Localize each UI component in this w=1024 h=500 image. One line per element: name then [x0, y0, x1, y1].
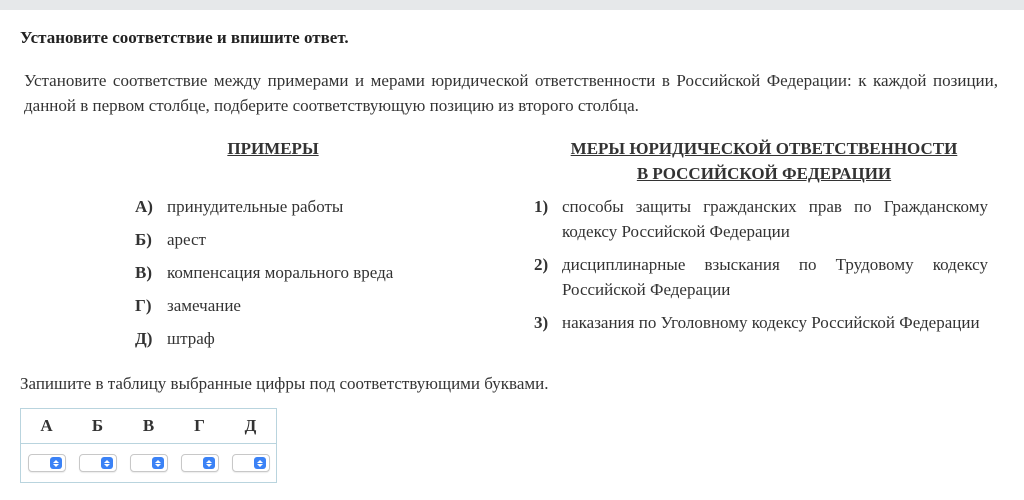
measures-header-line-2: В РОССИЙСКОЙ ФЕДЕРАЦИИ	[636, 164, 892, 183]
example-item-v	[135, 260, 515, 293]
top-bar	[0, 0, 1024, 10]
measures-column-header	[530, 136, 998, 186]
answer-select-g[interactable]	[181, 454, 219, 472]
measures-list	[534, 194, 988, 343]
example-text: арест	[167, 230, 206, 249]
answer-header-g: Г	[174, 409, 225, 444]
measure-text: способы защиты гражданских прав по Гражданскому кодексу Российской Федерации	[562, 197, 988, 241]
example-letter: Г)	[135, 296, 152, 315]
select-stepper-icon	[50, 457, 62, 469]
answer-cell	[225, 444, 277, 483]
example-letter: А)	[135, 197, 153, 216]
example-item-b	[135, 227, 515, 260]
select-stepper-icon	[254, 457, 266, 469]
measures-header-line-1: МЕРЫ ЮРИДИЧЕСКОЙ ОТВЕТСТВЕННОСТИ	[570, 139, 958, 158]
answer-header-v: В	[123, 409, 174, 444]
measure-item-2	[534, 252, 988, 302]
answer-select-b[interactable]	[79, 454, 117, 472]
select-stepper-icon	[101, 457, 113, 469]
answer-table-select-row	[21, 444, 277, 483]
answer-header-d: Д	[225, 409, 277, 444]
answer-cell	[72, 444, 123, 483]
task-title: Установите соответствие и впишите ответ.	[20, 28, 349, 47]
example-letter: Б)	[135, 230, 152, 249]
example-text: замечание	[167, 296, 241, 315]
example-text: компенсация морального вреда	[167, 263, 394, 282]
measure-number: 2)	[534, 255, 549, 274]
measure-number: 3)	[534, 313, 549, 332]
example-item-d	[135, 326, 515, 359]
question-text: Установите соответствие между примерами и мерами юридической ответственности в Российской Федерации: к каждой позиции, данной в первом столбце, подберите соответствующую позицию из второго столбца.	[24, 71, 998, 115]
answer-select-d[interactable]	[232, 454, 270, 472]
select-stepper-icon	[152, 457, 164, 469]
answer-select-v[interactable]	[130, 454, 168, 472]
example-letter: Д)	[135, 329, 153, 348]
answer-header-b: Б	[72, 409, 123, 444]
answer-cell	[21, 444, 73, 483]
answer-table-header-row	[21, 409, 277, 444]
examples-list	[135, 194, 515, 359]
answer-header-a: А	[21, 409, 73, 444]
measure-text: дисциплинарные взыскания по Трудовому кодексу Российской Федерации	[562, 255, 988, 299]
answer-table	[20, 408, 277, 483]
measure-number: 1)	[534, 197, 549, 216]
select-stepper-icon	[203, 457, 215, 469]
answer-select-a[interactable]	[28, 454, 66, 472]
measure-item-3	[534, 310, 988, 335]
example-text: штраф	[167, 329, 215, 348]
answer-cell	[174, 444, 225, 483]
example-letter: В)	[135, 263, 152, 282]
example-item-g	[135, 293, 515, 326]
instruction-text: Запишите в таблицу выбранные цифры под соответствующими буквами.	[20, 374, 549, 393]
measure-item-1	[534, 194, 988, 244]
examples-column-header: ПРИМЕРЫ	[227, 139, 319, 158]
example-item-a	[135, 194, 515, 227]
example-text: принудительные работы	[167, 197, 344, 216]
answer-cell	[123, 444, 174, 483]
measure-text: наказания по Уголовному кодексу Российской Федерации	[562, 313, 980, 332]
